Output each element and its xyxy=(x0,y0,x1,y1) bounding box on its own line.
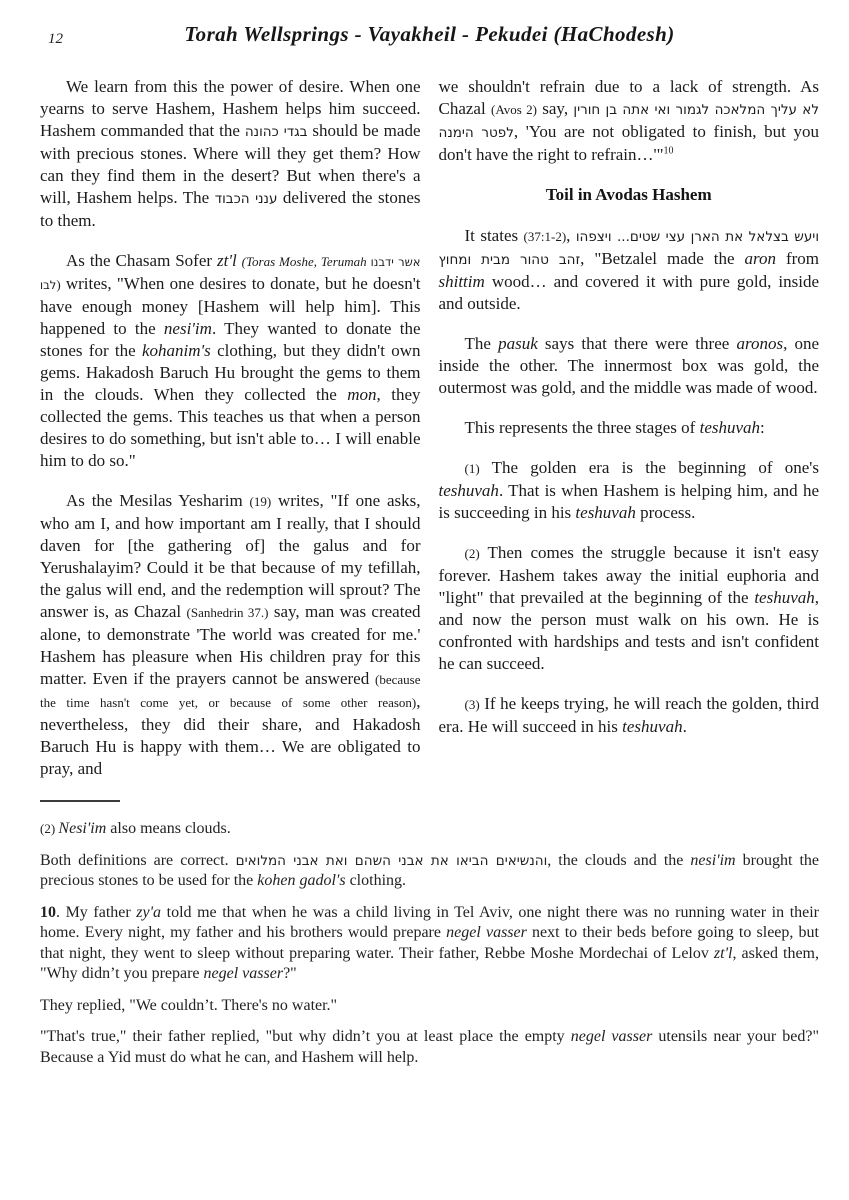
paragraph-chasam-sofer: As the Chasam Sofer zt'l (Toras Moshe, Terumah אשר ידבנו לבו) writes, "When one desires to donate, but he doesn't have enough money [Hashem will help him]. This happened to the nesi'im. They wanted to donate the stones for the kohanim's clothing, but they didn't own gems. Hakadosh Baruch Hu brought the gems to them in the clouds. When they collected the mon, they collected the gems. This teaches us that when a person desires to do something, but isn't able to… I will enable him to do so." xyxy=(40,251,421,470)
footnotes xyxy=(40,800,819,1068)
page-header xyxy=(40,22,819,54)
section-heading: Toil in Avodas Hashem xyxy=(545,185,712,204)
left-column xyxy=(40,76,421,798)
paragraph-stage-2: (2) Then comes the struggle because it isn't easy forever. Hashem takes away the initial euphoria and "light" that prevailed at the beginning of the teshuvah, and now the person must walk on his own. He is confronted with hardships and tests and isn't confident he can succeed. xyxy=(438,543,819,673)
page-number: 12 xyxy=(48,31,63,47)
paragraph-stage-3: (3) If he keeps trying, he will reach the golden, third era. He will succeed in his teshuvah. xyxy=(438,694,819,736)
paragraph-pasuk-three-aronos: The pasuk says that there were three aronos, one inside the other. The innermost box was gold, the outermost was gold, and the middle was made of wood. xyxy=(438,334,820,397)
page-title: Torah Wellsprings - Vayakheil - Pekudei (HaChodesh) xyxy=(184,22,675,46)
paragraph-stage-1: (1) The golden era is the beginning of one's teshuvah. That is when Hashem is helping him, and he is succeeding in his teshuvah process. xyxy=(438,458,819,522)
paragraph-three-stages: This represents the three stages of teshuvah: xyxy=(464,418,765,437)
footnote-10-conclusion: "That's true," their father replied, "but why didn’t you at least place the empty negel vasser utensils near your bed?" Because a Yid must do what he can, and Hashem will help. xyxy=(40,1028,820,1066)
footnote-10-reply: They replied, "We couldn’t. There's no water." xyxy=(40,996,338,1014)
two-column-text xyxy=(40,76,819,798)
footnote-10-story: 10. My father zy'a told me that when he was a child living in Tel Aviv, one night there was no running water in their home. Every night, my father and his brothers would prepare negel vasser next to their beds before going to sleep, but that night, they went to sleep without preparing water. Their father, Rebbe Moshe Mordechai of Lelov zt'l, asked them, "Why didn’t you prepare negel vasser?" xyxy=(40,903,820,982)
footnote-nesiim: (2) Nesi'im also means clouds. xyxy=(40,820,231,837)
paragraph-mesilas-yesharim: As the Mesilas Yesharim (19) writes, "If one asks, who am I, and how important am I really, that I should daven for [the gathering of] the galus and for Yerushalayim? Could it be that because of my tefillah, the galus will end, and the redemption will sprout? The answer is, as Chazal (Sanhedrin 37.) say, man was created alone, to demonstrate 'The world was created for me.' Hashem has pleasure when His children pray for this matter. Even if the prayers cannot be answered (because the time hasn't come yet, or because of some other reason), nevertheless, they did their share, and Hakadosh Baruch Hu is happy with them… We are obligated to pray, and xyxy=(40,491,421,778)
paragraph-it-states: It states (37:1-2), ויעש בצלאל את הארן עצי שטים... ויצפהו זהב טהור מבית ומחוץ, "Betzalel made the aron from shittim wood… and covered it with pure gold, inside and outside. xyxy=(438,226,820,313)
footnote-both-definitions: Both definitions are correct. והנשיאים הביאו את אבני השהם ואת אבני המלואים, the clouds and the nesi'im brought the precious stones to be used for the kohen gadol's clothing. xyxy=(40,851,820,889)
footnote-divider xyxy=(40,800,120,802)
paragraph-continuation: we shouldn't refrain due to a lack of strength. As Chazal (Avos 2) say, לא עליך המלאכה לגמור ואי אתה בן חורין לפטר הימנה, 'You are not obligated to finish, but you don't have the right to refrain…'"$^{10}$ xyxy=(438,77,820,164)
right-column xyxy=(439,76,820,798)
paragraph-power-of-desire: We learn from this the power of desire. When one yearns to serve Hashem, Hashem helps him succeed. Hashem commanded that the בגדי כהונה should be made with precious stones. Where will they get them? How can they find them in the desert? But when there's a will, Hashem helps. The ענני הכבוד delivered the stones to them. xyxy=(40,77,421,230)
